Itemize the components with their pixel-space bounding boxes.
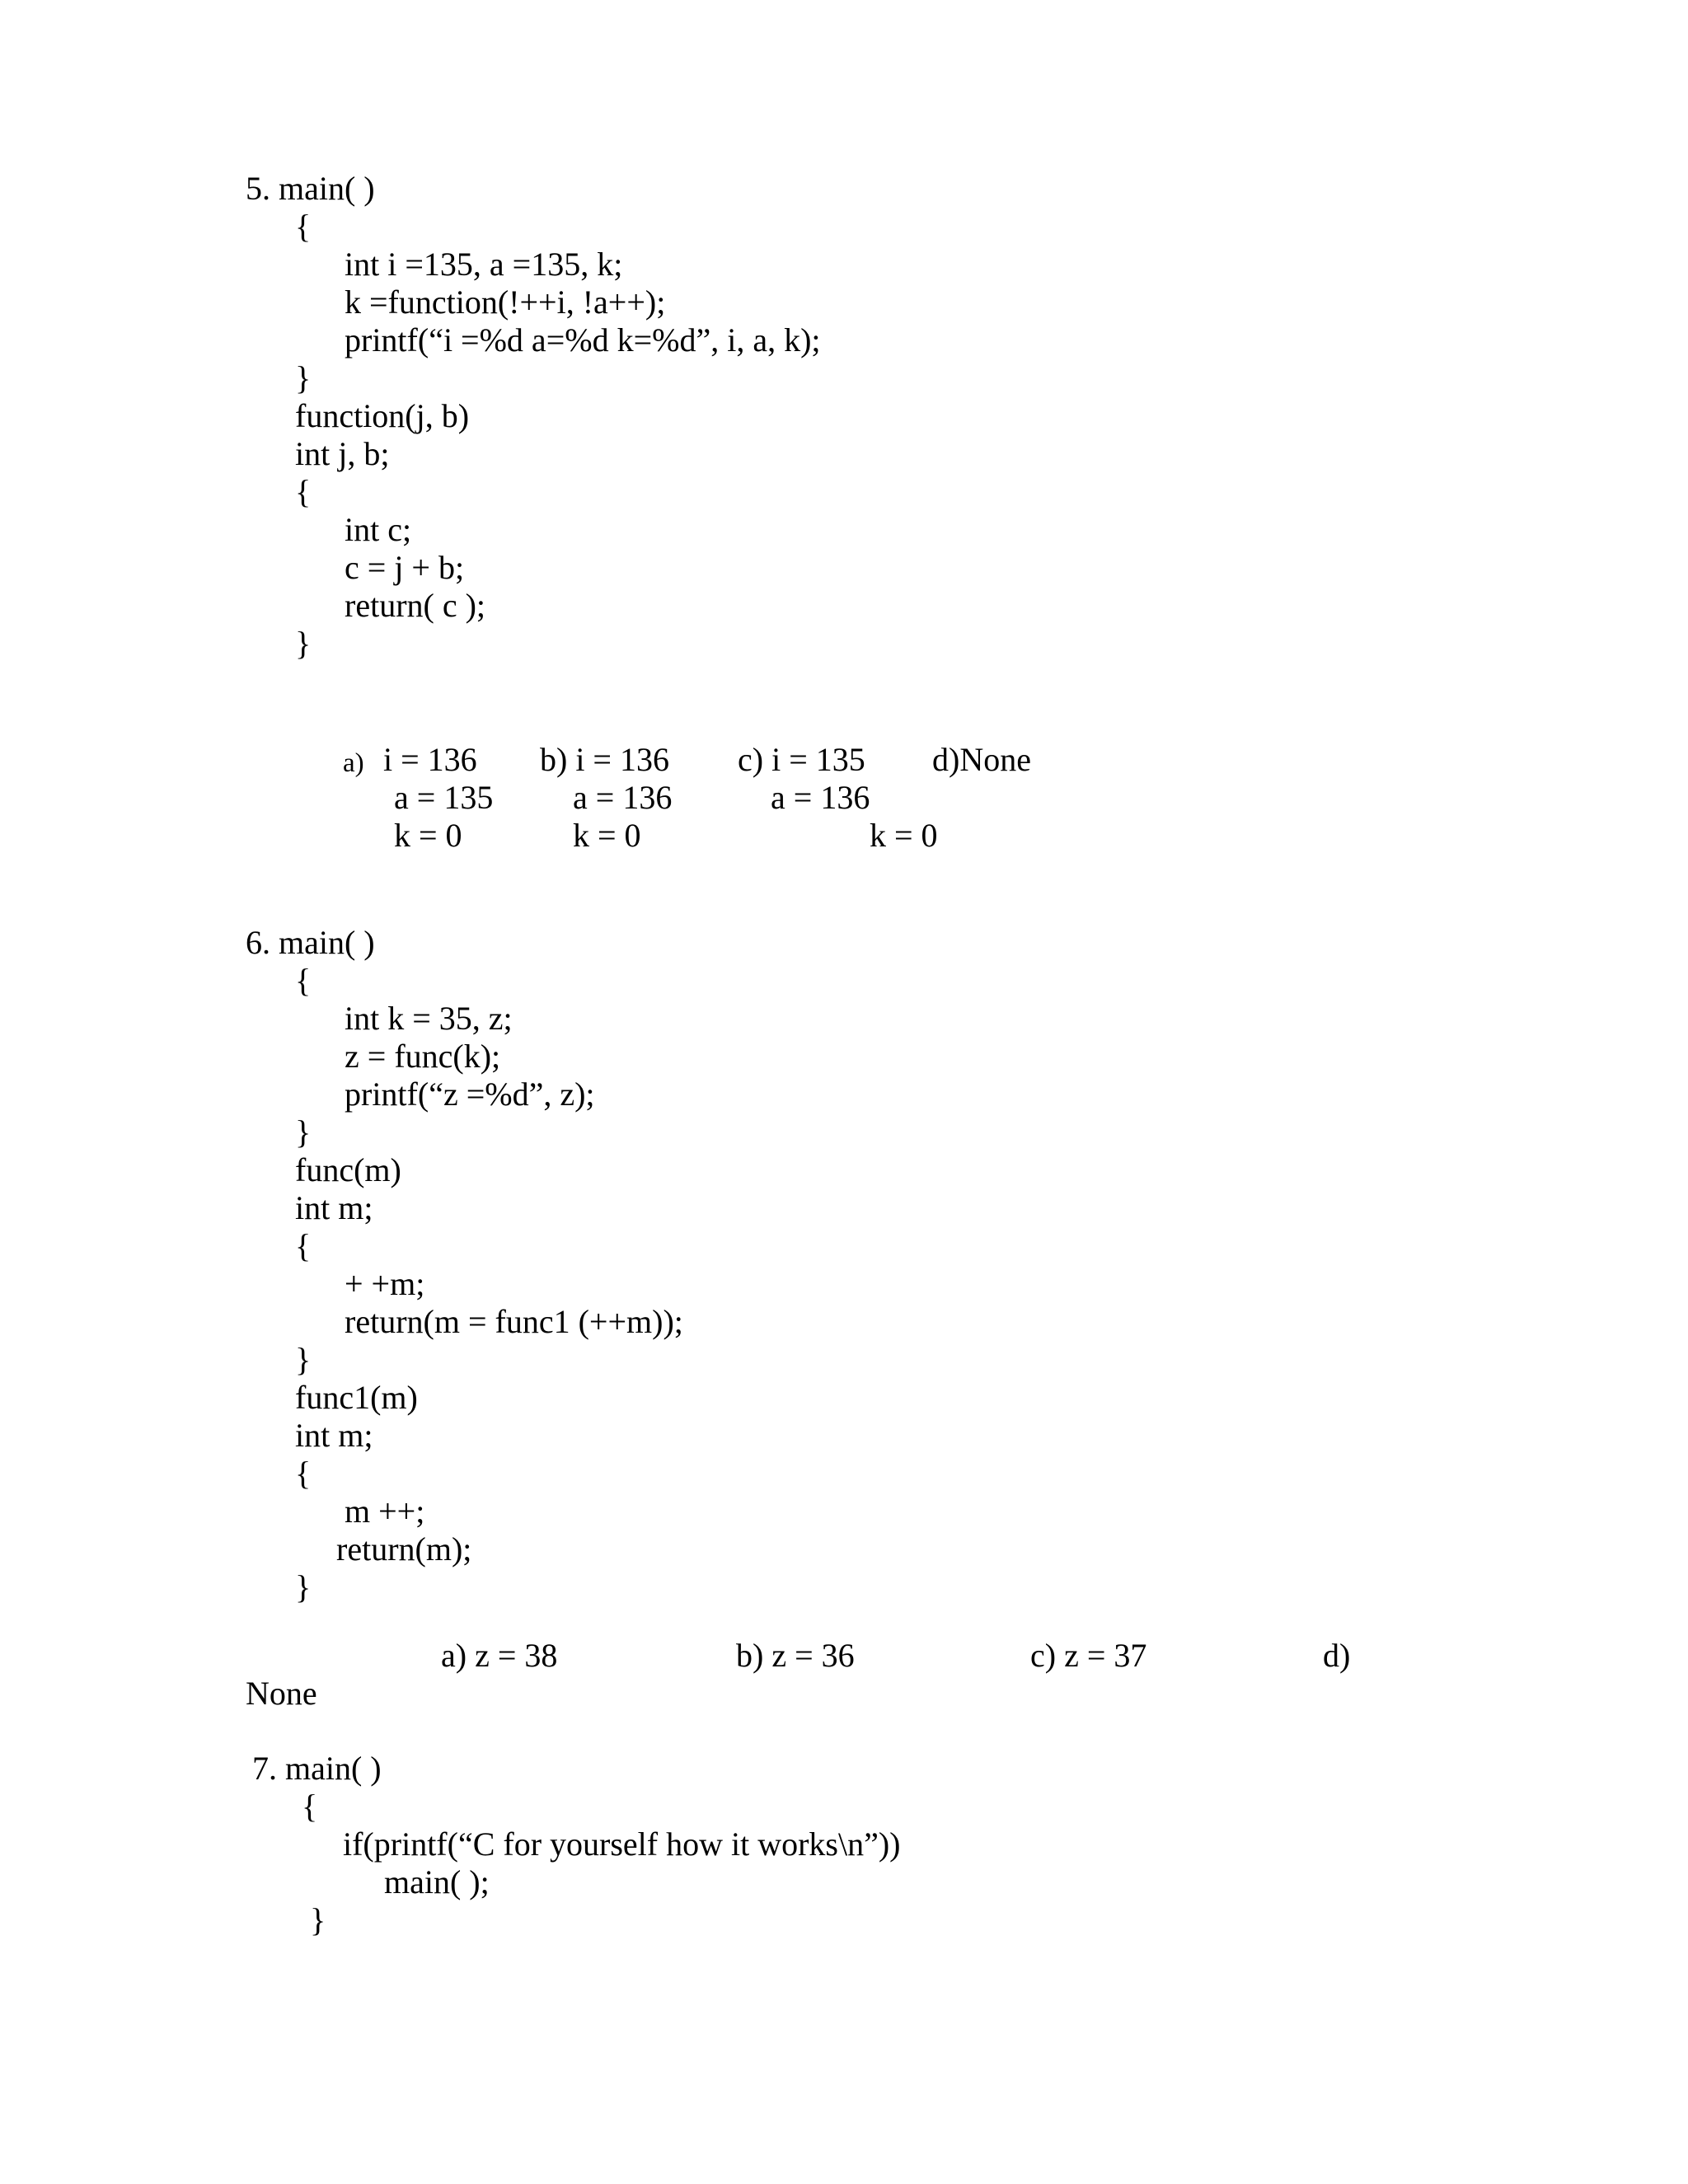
q6-code-line: return(m);	[336, 1530, 472, 1568]
q5-code-line: c = j + b;	[345, 549, 465, 586]
q6-code-line: int m;	[295, 1417, 373, 1454]
q7-header: 7. main( )	[252, 1750, 382, 1787]
q6-code-line: }	[295, 1341, 312, 1378]
q7-code-line: if(printf(“C for yourself how it works\n”))	[343, 1825, 901, 1863]
q6-code-line: }	[295, 1113, 312, 1151]
q6-code-line: + +m;	[345, 1265, 425, 1302]
q6-code-line: }	[295, 1568, 312, 1605]
q5-code-line: printf(“i =%d a=%d k=%d”, i, a, k);	[345, 321, 821, 359]
q5-option-a-marker: a)	[343, 748, 364, 778]
q5-option-a-line: k = 0	[394, 817, 462, 854]
q6-code-line: func(m)	[295, 1151, 401, 1188]
q5-code-line: int j, b;	[295, 435, 390, 472]
q6-code-line: {	[295, 1455, 312, 1492]
q5-option-d: d)None	[932, 741, 1031, 778]
q6-option-d: d)	[1323, 1637, 1351, 1674]
q6-option-d-continued: None	[246, 1675, 317, 1712]
q6-code-line: func1(m)	[295, 1379, 418, 1416]
q5-option-b-line: k = 0	[573, 817, 641, 854]
q6-code-line: {	[295, 962, 312, 999]
q6-code-line: z = func(k);	[345, 1038, 501, 1075]
q5-code-line: {	[295, 208, 312, 245]
q5-option-a-line: i = 136	[383, 741, 477, 778]
q5-code-line: int i =135, a =135, k;	[345, 246, 623, 283]
q6-code-line: int m;	[295, 1189, 373, 1226]
q5-option-b-line: a = 136	[573, 779, 673, 816]
q5-code-line: }	[295, 625, 312, 662]
q5-option-c-line: c) i = 135	[738, 741, 865, 778]
q6-code-line: printf(“z =%d”, z);	[345, 1076, 595, 1113]
q5-code-line: return( c );	[345, 587, 486, 624]
q7-code-line: {	[302, 1788, 318, 1825]
q5-code-line: {	[295, 473, 312, 510]
q6-code-line: int k = 35, z;	[345, 1000, 513, 1037]
q6-option-b: b) z = 36	[736, 1637, 855, 1674]
q5-code-line: int c;	[345, 511, 412, 548]
q6-code-line: {	[295, 1227, 312, 1264]
q5-option-c-line: k = 0	[870, 817, 938, 854]
q5-code-line: k =function(!++i, !a++);	[345, 284, 666, 321]
q5-option-c-line: a = 136	[771, 779, 870, 816]
q6-option-a: a) z = 38	[441, 1637, 558, 1674]
q5-code-line: function(j, b)	[295, 397, 470, 434]
q5-header: 5. main( )	[246, 170, 375, 207]
q5-option-a-line: a = 135	[394, 779, 494, 816]
q6-code-line: return(m = func1 (++m));	[345, 1303, 683, 1340]
q7-code-line: main( );	[384, 1863, 490, 1900]
q6-header: 6. main( )	[246, 924, 375, 961]
q6-code-line: m ++;	[345, 1493, 425, 1530]
q5-code-line: }	[295, 359, 312, 396]
q7-code-line: }	[310, 1901, 326, 1938]
q5-option-b-line: b) i = 136	[540, 741, 669, 778]
q6-option-c: c) z = 37	[1030, 1637, 1147, 1674]
